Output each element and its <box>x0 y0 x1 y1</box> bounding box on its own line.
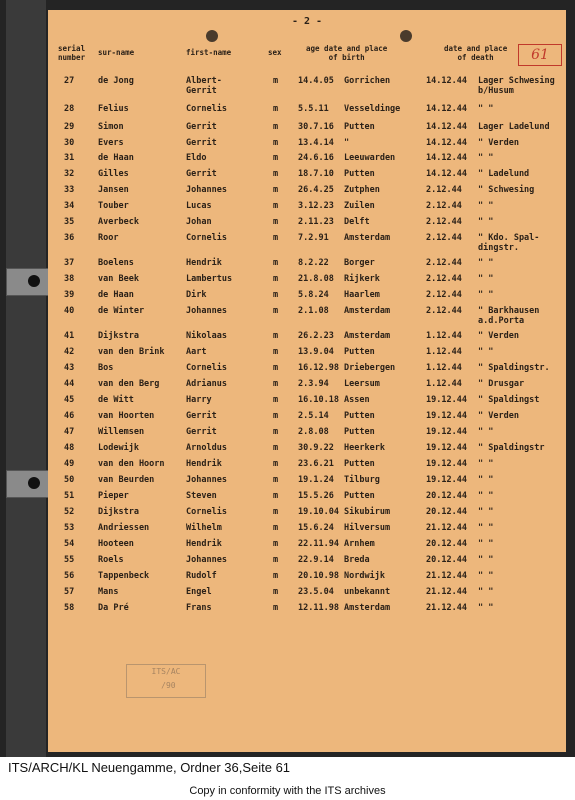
birth-date-cell: 13.4.14 <box>298 138 334 148</box>
serial-cell: 58 <box>64 603 75 613</box>
surname-cell: de Jong <box>98 76 134 86</box>
birth-place-cell: Leersum <box>344 379 380 389</box>
death-date-cell: 2.12.44 <box>426 185 462 195</box>
header-birth: age date and place of birth <box>306 44 388 62</box>
serial-cell: 45 <box>64 395 75 405</box>
birth-place-cell: " <box>344 138 350 148</box>
remark-cell: " Spaldingstr <box>478 443 545 453</box>
death-date-cell: 1.12.44 <box>426 379 462 389</box>
sex-cell: m <box>273 587 279 597</box>
sex-cell: m <box>273 201 279 211</box>
firstname-cell: Engel <box>186 587 212 597</box>
remark-cell: " " <box>478 201 494 211</box>
death-date-cell: 1.12.44 <box>426 347 462 357</box>
remark-cell: " Kdo. Spal- dingstr. <box>478 233 540 253</box>
surname-cell: van den Hoorn <box>98 459 165 469</box>
remark-cell: " " <box>478 491 494 501</box>
birth-date-cell: 2.8.08 <box>298 427 329 437</box>
death-date-cell: 2.12.44 <box>426 233 462 243</box>
sex-cell: m <box>273 185 279 195</box>
serial-cell: 55 <box>64 555 75 565</box>
table-row <box>48 306 566 326</box>
firstname-cell: Gerrit <box>186 427 217 437</box>
remark-cell: " Drusgar <box>478 379 525 389</box>
firstname-cell: Lambertus <box>186 274 233 284</box>
birth-place-cell: Amsterdam <box>344 306 391 316</box>
page-number: - 2 - <box>291 16 323 27</box>
remark-cell: " Spaldingst <box>478 395 540 405</box>
birth-date-cell: 5.8.24 <box>298 290 329 300</box>
remark-cell: " Barkhausen a.d.Porta <box>478 306 540 326</box>
birth-date-cell: 16.12.98 <box>298 363 339 373</box>
surname-cell: Simon <box>98 122 124 132</box>
remark-cell: " " <box>478 571 494 581</box>
serial-cell: 46 <box>64 411 75 421</box>
serial-cell: 57 <box>64 587 75 597</box>
birth-date-cell: 23.5.04 <box>298 587 334 597</box>
birth-place-cell: Amsterdam <box>344 233 391 243</box>
remark-cell: " " <box>478 290 494 300</box>
remark-cell: " " <box>478 459 494 469</box>
death-date-cell: 1.12.44 <box>426 363 462 373</box>
sex-cell: m <box>273 523 279 533</box>
remark-cell: Lager Ladelund <box>478 122 550 132</box>
archive-reference: ITS/ARCH/KL Neuengamme, Ordner 36,Seite 61 <box>8 760 291 775</box>
surname-cell: van Hoorten <box>98 411 155 421</box>
firstname-cell: Aart <box>186 347 207 357</box>
serial-cell: 56 <box>64 571 75 581</box>
birth-date-cell: 19.1.24 <box>298 475 334 485</box>
serial-cell: 49 <box>64 459 75 469</box>
firstname-cell: Lucas <box>186 201 212 211</box>
birth-date-cell: 24.6.16 <box>298 153 334 163</box>
remark-cell: " Verden <box>478 411 519 421</box>
surname-cell: de Witt <box>98 395 134 405</box>
remark-cell: " " <box>478 258 494 268</box>
remark-cell: " " <box>478 603 494 613</box>
surname-cell: van Beek <box>98 274 139 284</box>
surname-cell: Roor <box>98 233 119 243</box>
remark-cell: " " <box>478 539 494 549</box>
death-date-cell: 19.12.44 <box>426 475 467 485</box>
remark-cell: " " <box>478 274 494 284</box>
remark-cell: " " <box>478 347 494 357</box>
death-date-cell: 21.12.44 <box>426 587 467 597</box>
document-page <box>48 10 566 752</box>
surname-cell: Tappenbeck <box>98 571 150 581</box>
birth-place-cell: Putten <box>344 347 375 357</box>
surname-cell: van Beurden <box>98 475 155 485</box>
remark-cell: Lager Schwesing b/Husum <box>478 76 555 96</box>
sex-cell: m <box>273 76 279 86</box>
birth-date-cell: 5.5.11 <box>298 104 329 114</box>
firstname-cell: Frans <box>186 603 212 613</box>
birth-place-cell: Rijkerk <box>344 274 380 284</box>
firstname-cell: Hendrik <box>186 459 222 469</box>
serial-cell: 48 <box>64 443 75 453</box>
surname-cell: Dijkstra <box>98 507 139 517</box>
serial-cell: 42 <box>64 347 75 357</box>
birth-place-cell: Putten <box>344 491 375 501</box>
sex-cell: m <box>273 347 279 357</box>
death-date-cell: 19.12.44 <box>426 427 467 437</box>
serial-cell: 32 <box>64 169 75 179</box>
birth-place-cell: Putten <box>344 169 375 179</box>
serial-cell: 52 <box>64 507 75 517</box>
remark-cell: " " <box>478 587 494 597</box>
surname-cell: de Winter <box>98 306 145 316</box>
surname-cell: de Haan <box>98 153 134 163</box>
firstname-cell: Steven <box>186 491 217 501</box>
table-row <box>48 603 566 623</box>
death-date-cell: 19.12.44 <box>426 411 467 421</box>
table-row <box>48 233 566 253</box>
surname-cell: Andriessen <box>98 523 150 533</box>
binder-spine <box>6 0 46 757</box>
sex-cell: m <box>273 331 279 341</box>
sex-cell: m <box>273 217 279 227</box>
remark-cell: " Verden <box>478 138 519 148</box>
sex-cell: m <box>273 539 279 549</box>
sex-cell: m <box>273 491 279 501</box>
serial-cell: 40 <box>64 306 75 316</box>
death-date-cell: 14.12.44 <box>426 76 467 86</box>
death-date-cell: 20.12.44 <box>426 555 467 565</box>
birth-date-cell: 15.5.26 <box>298 491 334 501</box>
birth-place-cell: Gorrichen <box>344 76 391 86</box>
surname-cell: Pieper <box>98 491 129 501</box>
serial-cell: 39 <box>64 290 75 300</box>
birth-place-cell: Driebergen <box>344 363 396 373</box>
birth-date-cell: 26.2.23 <box>298 331 334 341</box>
sex-cell: m <box>273 104 279 114</box>
birth-date-cell: 8.2.22 <box>298 258 329 268</box>
serial-cell: 43 <box>64 363 75 373</box>
birth-date-cell: 23.6.21 <box>298 459 334 469</box>
remark-cell: " " <box>478 475 494 485</box>
birth-place-cell: Zuilen <box>344 201 375 211</box>
serial-cell: 29 <box>64 122 75 132</box>
surname-cell: Evers <box>98 138 124 148</box>
birth-place-cell: Delft <box>344 217 370 227</box>
surname-cell: Touber <box>98 201 129 211</box>
firstname-cell: Rudolf <box>186 571 217 581</box>
firstname-cell: Gerrit <box>186 411 217 421</box>
birth-place-cell: Putten <box>344 122 375 132</box>
surname-cell: van den Berg <box>98 379 160 389</box>
surname-cell: Gilles <box>98 169 129 179</box>
birth-date-cell: 30.7.16 <box>298 122 334 132</box>
table-row <box>48 76 566 96</box>
sex-cell: m <box>273 233 279 243</box>
death-date-cell: 2.12.44 <box>426 274 462 284</box>
surname-cell: Willemsen <box>98 427 145 437</box>
serial-cell: 50 <box>64 475 75 485</box>
paper-punch-left <box>206 30 218 42</box>
death-date-cell: 21.12.44 <box>426 571 467 581</box>
firstname-cell: Harry <box>186 395 212 405</box>
death-date-cell: 14.12.44 <box>426 122 467 132</box>
sex-cell: m <box>273 411 279 421</box>
firstname-cell: Gerrit <box>186 122 217 132</box>
birth-place-cell: Putten <box>344 459 375 469</box>
serial-cell: 34 <box>64 201 75 211</box>
surname-cell: Averbeck <box>98 217 139 227</box>
remark-cell: " " <box>478 217 494 227</box>
death-date-cell: 14.12.44 <box>426 153 467 163</box>
death-date-cell: 21.12.44 <box>426 603 467 613</box>
birth-place-cell: Amsterdam <box>344 603 391 613</box>
serial-cell: 37 <box>64 258 75 268</box>
serial-cell: 47 <box>64 427 75 437</box>
sex-cell: m <box>273 169 279 179</box>
paper-punch-right <box>400 30 412 42</box>
death-date-cell: 2.12.44 <box>426 217 462 227</box>
header-death: date and place of death <box>444 44 508 62</box>
sex-cell: m <box>273 507 279 517</box>
firstname-cell: Gerrit <box>186 169 217 179</box>
firstname-cell: Cornelis <box>186 507 227 517</box>
death-date-cell: 19.12.44 <box>426 459 467 469</box>
birth-place-cell: Vesseldinge <box>344 104 401 114</box>
birth-date-cell: 26.4.25 <box>298 185 334 195</box>
serial-cell: 36 <box>64 233 75 243</box>
sex-cell: m <box>273 427 279 437</box>
sex-cell: m <box>273 138 279 148</box>
serial-cell: 51 <box>64 491 75 501</box>
surname-cell: van den Brink <box>98 347 165 357</box>
firstname-cell: Arnoldus <box>186 443 227 453</box>
surname-cell: Roels <box>98 555 124 565</box>
birth-place-cell: Nordwijk <box>344 571 385 581</box>
birth-place-cell: Breda <box>344 555 370 565</box>
birth-date-cell: 2.5.14 <box>298 411 329 421</box>
death-date-cell: 2.12.44 <box>426 306 462 316</box>
sex-cell: m <box>273 153 279 163</box>
firstname-cell: Eldo <box>186 153 207 163</box>
sex-cell: m <box>273 258 279 268</box>
birth-place-cell: Tilburg <box>344 475 380 485</box>
birth-place-cell: Putten <box>344 411 375 421</box>
death-date-cell: 14.12.44 <box>426 169 467 179</box>
firstname-cell: Cornelis <box>186 104 227 114</box>
sex-cell: m <box>273 475 279 485</box>
serial-cell: 53 <box>64 523 75 533</box>
surname-cell: de Haan <box>98 290 134 300</box>
surname-cell: Bos <box>98 363 114 373</box>
death-date-cell: 20.12.44 <box>426 491 467 501</box>
surname-cell: Lodewijk <box>98 443 139 453</box>
sex-cell: m <box>273 555 279 565</box>
death-date-cell: 1.12.44 <box>426 331 462 341</box>
remark-cell: " " <box>478 555 494 565</box>
birth-place-cell: Zutphen <box>344 185 380 195</box>
sex-cell: m <box>273 306 279 316</box>
remark-cell: " " <box>478 427 494 437</box>
sex-cell: m <box>273 379 279 389</box>
surname-cell: Mans <box>98 587 119 597</box>
punch-hole-top <box>28 275 40 287</box>
birth-date-cell: 12.11.98 <box>298 603 339 613</box>
conformity-note: Copy in conformity with the ITS archives <box>189 785 386 797</box>
page-number-box: 61 <box>518 44 562 66</box>
birth-date-cell: 22.9.14 <box>298 555 334 565</box>
death-date-cell: 2.12.44 <box>426 201 462 211</box>
serial-cell: 41 <box>64 331 75 341</box>
remark-cell: " Verden <box>478 331 519 341</box>
birth-date-cell: 15.6.24 <box>298 523 334 533</box>
sex-cell: m <box>273 603 279 613</box>
birth-place-cell: Borger <box>344 258 375 268</box>
death-date-cell: 20.12.44 <box>426 507 467 517</box>
firstname-cell: Johannes <box>186 185 227 195</box>
remark-cell: " Schwesing <box>478 185 535 195</box>
birth-date-cell: 21.8.08 <box>298 274 334 284</box>
firstname-cell: Adrianus <box>186 379 227 389</box>
surname-cell: Felius <box>98 104 129 114</box>
birth-place-cell: Hilversum <box>344 523 391 533</box>
sex-cell: m <box>273 571 279 581</box>
birth-place-cell: Heerkerk <box>344 443 385 453</box>
birth-place-cell: Amsterdam <box>344 331 391 341</box>
birth-date-cell: 22.11.94 <box>298 539 339 549</box>
firstname-cell: Cornelis <box>186 233 227 243</box>
header-serial: serial number <box>58 44 86 62</box>
header-firstname: first-name <box>186 48 232 57</box>
remark-cell: " Spaldingstr. <box>478 363 550 373</box>
sex-cell: m <box>273 395 279 405</box>
surname-cell: Hooteen <box>98 539 134 549</box>
remark-cell: " " <box>478 104 494 114</box>
birth-date-cell: 7.2.91 <box>298 233 329 243</box>
death-date-cell: 19.12.44 <box>426 443 467 453</box>
firstname-cell: Albert- Gerrit <box>186 76 222 96</box>
firstname-cell: Johannes <box>186 306 227 316</box>
birth-date-cell: 2.11.23 <box>298 217 334 227</box>
remark-cell: " " <box>478 523 494 533</box>
death-date-cell: 2.12.44 <box>426 290 462 300</box>
remark-cell: " " <box>478 507 494 517</box>
birth-date-cell: 3.12.23 <box>298 201 334 211</box>
firstname-cell: Johan <box>186 217 212 227</box>
death-date-cell: 20.12.44 <box>426 539 467 549</box>
birth-date-cell: 14.4.05 <box>298 76 334 86</box>
serial-cell: 38 <box>64 274 75 284</box>
punch-hole-bottom <box>28 477 40 489</box>
birth-date-cell: 20.10.98 <box>298 571 339 581</box>
firstname-cell: Dirk <box>186 290 207 300</box>
birth-place-cell: unbekannt <box>344 587 391 597</box>
header-surname: sur-name <box>98 48 135 57</box>
firstname-cell: Cornelis <box>186 363 227 373</box>
serial-cell: 31 <box>64 153 75 163</box>
birth-date-cell: 19.10.04 <box>298 507 339 517</box>
remark-cell: " Ladelund <box>478 169 530 179</box>
birth-date-cell: 13.9.04 <box>298 347 334 357</box>
firstname-cell: Gerrit <box>186 138 217 148</box>
death-date-cell: 21.12.44 <box>426 523 467 533</box>
firstname-cell: Hendrik <box>186 258 222 268</box>
serial-cell: 27 <box>64 76 75 86</box>
serial-cell: 28 <box>64 104 75 114</box>
firstname-cell: Johannes <box>186 475 227 485</box>
serial-cell: 35 <box>64 217 75 227</box>
death-date-cell: 14.12.44 <box>426 138 467 148</box>
sex-cell: m <box>273 122 279 132</box>
header-sex: sex <box>268 48 282 57</box>
birth-place-cell: Sikubirum <box>344 507 391 517</box>
sex-cell: m <box>273 290 279 300</box>
surname-cell: Jansen <box>98 185 129 195</box>
birth-place-cell: Arnhem <box>344 539 375 549</box>
surname-cell: Boelens <box>98 258 134 268</box>
birth-date-cell: 18.7.10 <box>298 169 334 179</box>
birth-place-cell: Putten <box>344 427 375 437</box>
firstname-cell: Johannes <box>186 555 227 565</box>
birth-date-cell: 16.10.18 <box>298 395 339 405</box>
sex-cell: m <box>273 274 279 284</box>
sex-cell: m <box>273 363 279 373</box>
surname-cell: Dijkstra <box>98 331 139 341</box>
serial-cell: 44 <box>64 379 75 389</box>
birth-date-cell: 2.1.08 <box>298 306 329 316</box>
birth-date-cell: 2.3.94 <box>298 379 329 389</box>
firstname-cell: Hendrik <box>186 539 222 549</box>
serial-cell: 33 <box>64 185 75 195</box>
birth-place-cell: Haarlem <box>344 290 380 300</box>
sex-cell: m <box>273 459 279 469</box>
remark-cell: " " <box>478 153 494 163</box>
serial-cell: 30 <box>64 138 75 148</box>
serial-cell: 54 <box>64 539 75 549</box>
archive-stamp: ITS/AC /90 <box>126 664 206 698</box>
surname-cell: Da Pré <box>98 603 129 613</box>
table-row <box>48 104 566 124</box>
death-date-cell: 14.12.44 <box>426 104 467 114</box>
birth-place-cell: Assen <box>344 395 370 405</box>
birth-date-cell: 30.9.22 <box>298 443 334 453</box>
birth-place-cell: Leeuwarden <box>344 153 396 163</box>
death-date-cell: 2.12.44 <box>426 258 462 268</box>
firstname-cell: Wilhelm <box>186 523 222 533</box>
death-date-cell: 19.12.44 <box>426 395 467 405</box>
firstname-cell: Nikolaas <box>186 331 227 341</box>
sex-cell: m <box>273 443 279 453</box>
